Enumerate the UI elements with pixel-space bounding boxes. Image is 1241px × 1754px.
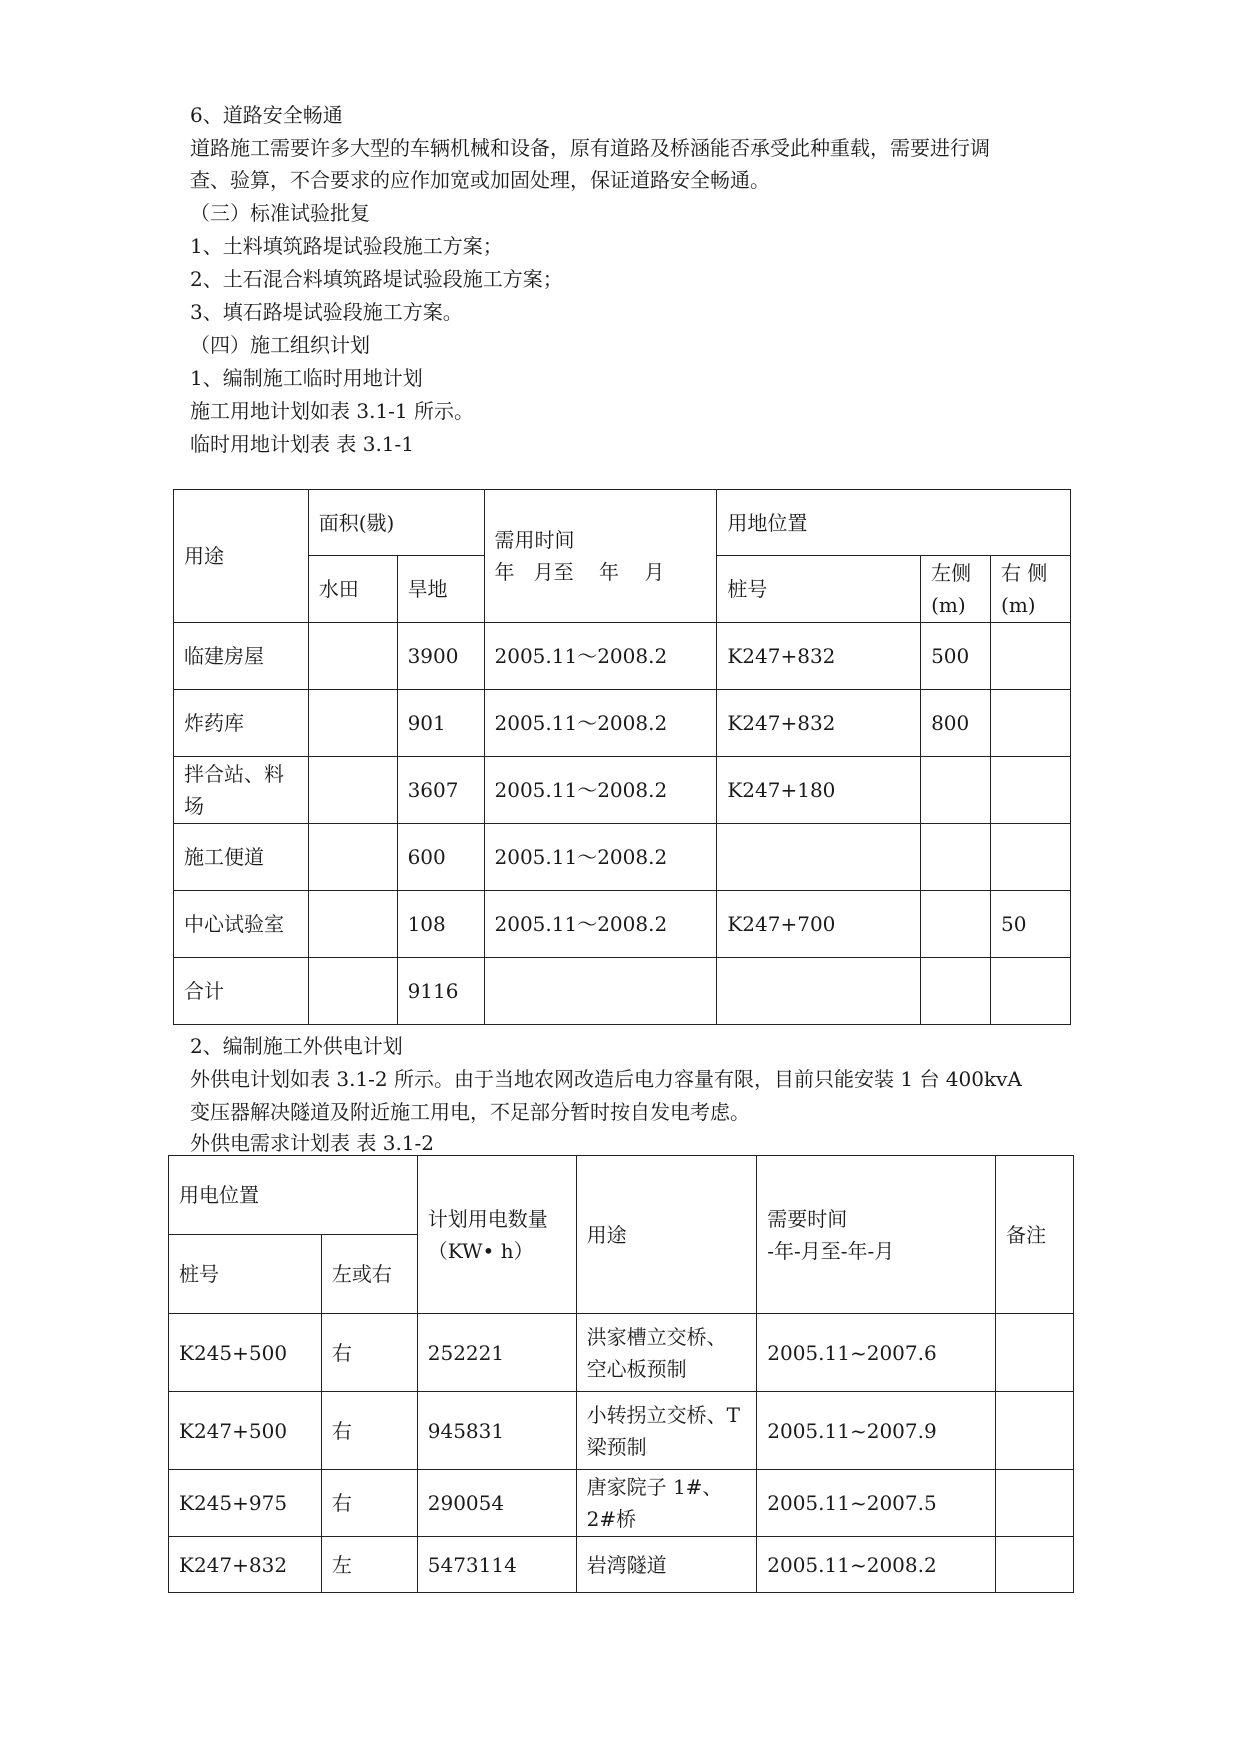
header-note: 备注 <box>996 1156 1074 1314</box>
header-time-line1: 需要时间 <box>767 1206 848 1231</box>
header-time-line1: 需用时间 <box>494 528 575 552</box>
cell-left <box>921 824 991 891</box>
cell-pile: K247+832 <box>717 690 921 757</box>
cell-note <box>996 1392 1074 1470</box>
cell-side: 左 <box>321 1537 417 1593</box>
cell-time: 2005.11～2008.2 <box>484 623 717 690</box>
cell-left: 800 <box>921 690 991 757</box>
table-row <box>174 891 1071 958</box>
table-row <box>169 1537 1074 1593</box>
cell-pile: K247+500 <box>169 1392 322 1470</box>
cell-pile: K245+500 <box>169 1314 322 1392</box>
header-dry: 旱地 <box>397 556 484 623</box>
cell-pile: K245+975 <box>169 1470 322 1537</box>
table-row <box>174 757 1071 824</box>
cell-use: 岩湾隧道 <box>576 1537 757 1593</box>
header-time-line2: -年-月至-年-月 <box>767 1238 895 1263</box>
paragraph-line: 变压器解决隧道及附近施工用电，不足部分暂时按自发电考虑。 <box>190 1100 750 1124</box>
cell-side: 右 <box>321 1314 417 1392</box>
cell-time: 2005.11～2008.2 <box>484 757 717 824</box>
section-heading-land-plan: 1、编制施工临时用地计划 <box>190 366 423 390</box>
table-row <box>169 1392 1074 1470</box>
table-row-total <box>174 958 1071 1025</box>
cell-time: 2005.11~2007.6 <box>757 1314 996 1392</box>
cell-dry: 901 <box>397 690 484 757</box>
table-caption: 临时用地计划表 表 3.1-1 <box>190 432 415 456</box>
cell-left <box>921 757 991 824</box>
cell-dry: 600 <box>397 824 484 891</box>
header-pile: 桩号 <box>717 556 921 623</box>
list-item: 3、填石路堤试验段施工方案。 <box>190 300 463 324</box>
paragraph-line: 施工用地计划如表 3.1-1 所示。 <box>190 399 475 423</box>
cell-pile: K247+700 <box>717 891 921 958</box>
cell-paddy <box>308 690 397 757</box>
header-use: 用途 <box>174 490 309 623</box>
cell-use: 唐家院子 1#、2#桥 <box>576 1470 757 1537</box>
section-heading-construction-plan: （四）施工组织计划 <box>190 333 370 357</box>
cell-left <box>921 891 991 958</box>
cell-dry: 3607 <box>397 757 484 824</box>
cell-left <box>921 958 991 1025</box>
cell-right <box>991 757 1071 824</box>
cell-use: 炸药库 <box>174 690 309 757</box>
cell-use: 洪家槽立交桥、空心板预制 <box>576 1314 757 1392</box>
cell-time: 2005.11～2008.2 <box>484 824 717 891</box>
cell-right <box>991 958 1071 1025</box>
cell-right <box>991 690 1071 757</box>
header-right: 右 侧(m) <box>991 556 1071 623</box>
cell-dry: 3900 <box>397 623 484 690</box>
cell-use: 施工便道 <box>174 824 309 891</box>
cell-side: 右 <box>321 1392 417 1470</box>
header-time <box>484 490 717 623</box>
cell-pile <box>717 958 921 1025</box>
table-row <box>174 824 1071 891</box>
cell-qty: 252221 <box>417 1314 576 1392</box>
power-demand-table <box>168 1155 1074 1593</box>
paragraph-line: 外供电计划如表 3.1-2 所示。由于当地农网改造后电力容量有限，目前只能安装 1 台 400kvA <box>190 1067 1022 1091</box>
cell-time <box>484 958 717 1025</box>
header-time-line2: 年 月至 年 月 <box>494 560 665 584</box>
cell-right <box>991 623 1071 690</box>
cell-qty: 290054 <box>417 1470 576 1537</box>
cell-qty: 5473114 <box>417 1537 576 1593</box>
cell-paddy <box>308 891 397 958</box>
cell-use: 临建房屋 <box>174 623 309 690</box>
cell-use: 合计 <box>174 958 309 1025</box>
cell-time: 2005.11~2007.5 <box>757 1470 996 1537</box>
cell-left: 500 <box>921 623 991 690</box>
cell-note <box>996 1314 1074 1392</box>
paragraph-line: 道路施工需要许多大型的车辆机械和设备，原有道路及桥涵能否承受此种重载，需要进行调 <box>190 136 990 160</box>
table-row <box>174 623 1071 690</box>
section-heading-road-safety: 6、道路安全畅通 <box>190 103 343 127</box>
header-time <box>757 1156 996 1314</box>
cell-time: 2005.11~2007.9 <box>757 1392 996 1470</box>
cell-pile: K247+180 <box>717 757 921 824</box>
cell-dry: 9116 <box>397 958 484 1025</box>
header-left: 左侧(m) <box>921 556 991 623</box>
cell-note <box>996 1470 1074 1537</box>
section-heading-power-plan: 2、编制施工外供电计划 <box>190 1034 403 1058</box>
header-area: 面积(㦹) <box>308 490 484 556</box>
header-use: 用途 <box>576 1156 757 1314</box>
list-item: 1、土料填筑路堤试验段施工方案； <box>190 234 503 258</box>
cell-qty: 945831 <box>417 1392 576 1470</box>
cell-pile: K247+832 <box>169 1537 322 1593</box>
table-row <box>169 1470 1074 1537</box>
cell-right <box>991 824 1071 891</box>
table-row <box>169 1314 1074 1392</box>
header-location: 用地位置 <box>717 490 1071 556</box>
cell-paddy <box>308 623 397 690</box>
cell-time: 2005.11～2008.2 <box>484 690 717 757</box>
cell-time: 2005.11~2008.2 <box>757 1537 996 1593</box>
header-side: 左或右 <box>321 1235 417 1314</box>
cell-pile <box>717 824 921 891</box>
section-heading-standard-test: （三）标准试验批复 <box>190 201 370 225</box>
cell-right: 50 <box>991 891 1071 958</box>
header-planned-qty: 计划用电数量（KW• h） <box>417 1156 576 1314</box>
paragraph-line: 查、验算，不合要求的应作加宽或加固处理，保证道路安全畅通。 <box>190 168 770 192</box>
temporary-land-table <box>173 489 1071 1025</box>
cell-paddy <box>308 824 397 891</box>
cell-dry: 108 <box>397 891 484 958</box>
header-pile: 桩号 <box>169 1235 322 1314</box>
cell-use: 拌合站、料场 <box>174 757 309 824</box>
cell-pile: K247+832 <box>717 623 921 690</box>
cell-paddy <box>308 958 397 1025</box>
header-power-location: 用电位置 <box>169 1156 418 1235</box>
header-paddy: 水田 <box>308 556 397 623</box>
list-item: 2、土石混合料填筑路堤试验段施工方案； <box>190 267 563 291</box>
cell-time: 2005.11～2008.2 <box>484 891 717 958</box>
cell-note <box>996 1537 1074 1593</box>
cell-use: 小转拐立交桥、T 梁预制 <box>576 1392 757 1470</box>
cell-use: 中心试验室 <box>174 891 309 958</box>
table-row <box>174 690 1071 757</box>
table-caption: 外供电需求计划表 表 3.1-2 <box>190 1131 435 1155</box>
cell-side: 右 <box>321 1470 417 1537</box>
cell-paddy <box>308 757 397 824</box>
